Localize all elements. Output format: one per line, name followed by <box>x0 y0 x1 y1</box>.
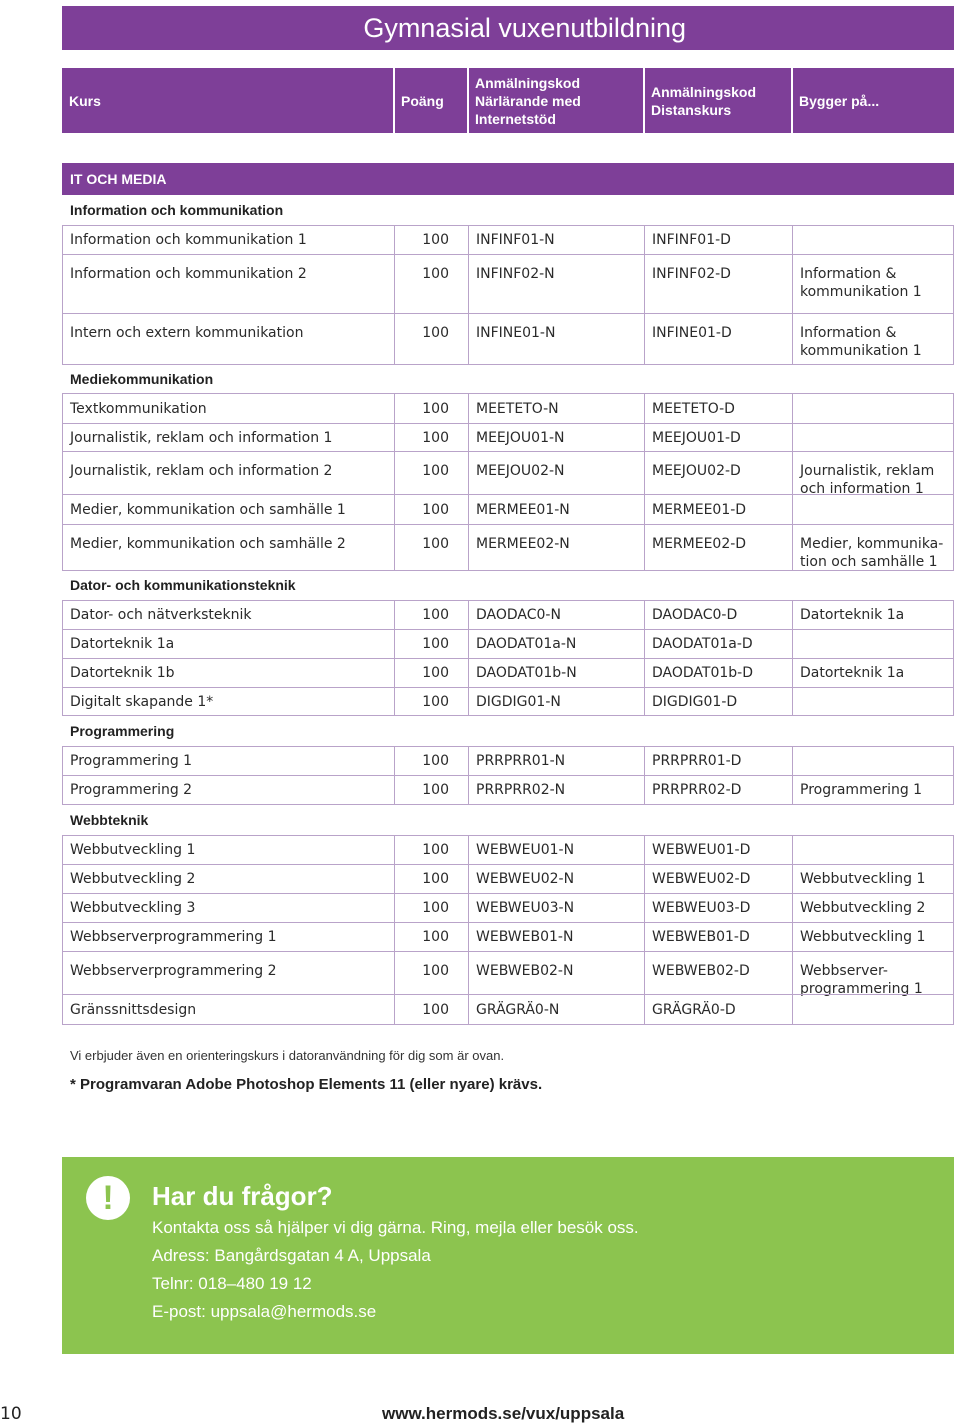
contact-line-1: Kontakta oss så hjälper vi dig gärna. Ring, mejla eller besök oss. <box>152 1218 639 1237</box>
code-natlarande: MERMEE01-N <box>476 501 570 518</box>
prerequisite: Medier, kommunika-tion och samhälle 1 <box>800 536 944 570</box>
code-natlarande: WEBWEU02-N <box>476 871 575 887</box>
page-title: Gymnasial vuxenutbildning <box>62 6 954 50</box>
page-number: 10 <box>0 1404 22 1424</box>
course-points: 100 <box>422 463 449 479</box>
course-name: Intern och extern kommunikation <box>70 325 304 341</box>
course-name: Programmering 1 <box>70 753 193 769</box>
prerequisite <box>793 394 955 423</box>
contact-email[interactable]: E-post: uppsala@hermods.se <box>152 1302 377 1321</box>
section-heading: Mediekommunikation <box>70 370 214 387</box>
footer-url[interactable]: www.hermods.se/vux/uppsala <box>382 1404 625 1423</box>
code-distans: WEBWEU03-D <box>652 900 751 916</box>
prerequisite <box>793 226 955 254</box>
table-row <box>62 746 954 776</box>
code-natlarande: INFINE01-N <box>476 325 556 341</box>
table-row <box>62 423 954 452</box>
code-distans: MERMEE01-D <box>652 501 747 518</box>
prerequisite: Journalistik, reklam och information 1 <box>800 463 935 497</box>
exclamation-icon: ! <box>86 1176 130 1220</box>
course-name: Datorteknik 1a <box>70 636 175 652</box>
code-natlarande: MEEJOU01-N <box>476 429 565 446</box>
course-points: 100 <box>422 607 449 623</box>
table-row <box>62 494 954 525</box>
code-distans: WEBWEU01-D <box>652 842 751 858</box>
code-natlarande: DAODAT01b-N <box>476 665 577 681</box>
code-distans: DAODAC0-D <box>652 607 738 623</box>
section-heading: Programmering <box>70 722 175 739</box>
code-distans: DAODAT01b-D <box>652 665 753 681</box>
course-points: 100 <box>422 266 449 282</box>
table-row <box>62 687 954 716</box>
contact-phone: Telnr: 018–480 19 12 <box>152 1274 312 1293</box>
code-distans: DAODAT01a-D <box>652 636 753 652</box>
section-heading: Webbteknik <box>70 811 149 828</box>
prerequisite: Information & kommunikation 1 <box>800 325 922 359</box>
course-name: Journalistik, reklam och information 1 <box>70 429 333 446</box>
table-row <box>62 835 954 865</box>
prerequisite <box>793 688 955 715</box>
table-row <box>62 951 954 995</box>
section-heading: Information och kommunikation <box>70 202 284 218</box>
course-points: 100 <box>422 501 449 518</box>
course-points: 100 <box>422 232 449 248</box>
code-distans: PRRPRR01-D <box>652 753 742 769</box>
code-natlarande: MERMEE02-N <box>476 536 570 552</box>
table-row <box>62 524 954 571</box>
prerequisite: Programmering 1 <box>800 782 923 798</box>
course-points: 100 <box>422 842 449 858</box>
code-distans: MEEJOU01-D <box>652 429 741 446</box>
course-name: Information och kommunikation 2 <box>70 266 307 282</box>
course-name: Webbutveckling 1 <box>70 842 196 858</box>
course-points: 100 <box>422 963 449 979</box>
code-natlarande: GRÄGRÄ0-N <box>476 1001 560 1018</box>
code-natlarande: PRRPRR01-N <box>476 753 566 769</box>
code-distans: PRRPRR02-D <box>652 782 742 798</box>
table-row <box>62 313 954 365</box>
code-distans: WEBWEB01-D <box>652 929 750 945</box>
code-distans: WEBWEU02-D <box>652 871 751 887</box>
code-distans: INFINF02-D <box>652 266 731 282</box>
course-name: Medier, kommunikation och samhälle 1 <box>70 501 346 518</box>
contact-title: Har du frågor? <box>152 1181 333 1211</box>
table-row <box>62 658 954 688</box>
course-points: 100 <box>422 753 449 769</box>
code-distans: MERMEE02-D <box>652 536 747 552</box>
code-natlarande: WEBWEB01-N <box>476 929 574 945</box>
table-row <box>62 451 954 495</box>
table-row <box>62 922 954 952</box>
course-points: 100 <box>422 871 449 887</box>
course-points: 100 <box>422 400 449 417</box>
prerequisite <box>793 747 955 775</box>
prerequisite <box>793 495 955 524</box>
course-points: 100 <box>422 782 449 798</box>
code-natlarande: INFINF01-N <box>476 232 555 248</box>
table-row <box>62 864 954 894</box>
prerequisite: Webbserver-programmering 1 <box>800 963 923 997</box>
table-row <box>62 254 954 314</box>
code-natlarande: MEETETO-N <box>476 400 559 417</box>
prerequisite <box>793 424 955 451</box>
course-name: Webbserverprogrammering 1 <box>70 929 277 945</box>
table-row <box>62 225 954 255</box>
course-name: Webbserverprogrammering 2 <box>70 963 277 979</box>
prerequisite <box>793 836 955 864</box>
code-natlarande: WEBWEB02-N <box>476 963 574 979</box>
code-distans: GRÄGRÄ0-D <box>652 1001 736 1018</box>
table-row <box>62 629 954 659</box>
code-natlarande: WEBWEU03-N <box>476 900 575 916</box>
header-kurs: Kurs <box>69 92 101 109</box>
code-distans: DIGDIG01-D <box>652 693 738 710</box>
course-name: Textkommunikation <box>70 400 207 417</box>
header-bygger: Bygger på... <box>799 92 880 109</box>
course-points: 100 <box>422 929 449 945</box>
table-row <box>62 393 954 424</box>
prerequisite: Webbutveckling 1 <box>800 871 926 887</box>
prerequisite: Datorteknik 1a <box>800 607 905 623</box>
prerequisite: Information & kommunikation 1 <box>800 266 922 300</box>
course-name: Gränssnittsdesign <box>70 1001 197 1018</box>
course-name: Programmering 2 <box>70 782 193 798</box>
table-header <box>62 68 954 133</box>
code-natlarande: MEEJOU02-N <box>476 463 565 479</box>
software-note: * Programvaran Adobe Photoshop Elements 11 (eller nyare) krävs. <box>70 1076 543 1093</box>
table-row <box>62 775 954 805</box>
course-points: 100 <box>422 693 449 710</box>
code-natlarande: PRRPRR02-N <box>476 782 566 798</box>
prerequisite: Webbutveckling 2 <box>800 900 926 916</box>
code-distans: INFINF01-D <box>652 232 731 248</box>
table-row <box>62 994 954 1025</box>
prerequisite <box>793 995 955 1024</box>
header-kod-natlarande: Anmälningskod Närlärande med Internetstöd <box>475 74 581 127</box>
course-points: 100 <box>422 665 449 681</box>
course-name: Dator- och nätverksteknik <box>70 607 252 623</box>
course-points: 100 <box>422 536 449 552</box>
table-row <box>62 893 954 923</box>
course-name: Journalistik, reklam och information 2 <box>70 463 333 479</box>
contact-address: Adress: Bangårdsgatan 4 A, Uppsala <box>152 1246 431 1265</box>
code-distans: MEETETO-D <box>652 400 735 417</box>
header-kod-distans: Anmälningskod Distanskurs <box>651 83 757 118</box>
contact-box <box>62 1157 954 1354</box>
code-distans: WEBWEB02-D <box>652 963 750 979</box>
course-points: 100 <box>422 325 449 341</box>
course-name: Medier, kommunikation och samhälle 2 <box>70 536 346 552</box>
course-name: Datorteknik 1b <box>70 665 175 681</box>
header-poang: Poäng <box>401 92 444 109</box>
section-heading: Dator- och kommunikationsteknik <box>70 577 296 593</box>
prerequisite <box>793 630 955 658</box>
course-points: 100 <box>422 900 449 916</box>
course-name: Webbutveckling 2 <box>70 871 196 887</box>
prerequisite: Datorteknik 1a <box>800 665 905 681</box>
code-natlarande: DAODAC0-N <box>476 607 561 623</box>
code-distans: MEEJOU02-D <box>652 463 741 479</box>
course-name: Digitalt skapande 1* <box>70 693 214 710</box>
table-row <box>62 600 954 630</box>
course-points: 100 <box>422 429 449 446</box>
prerequisite: Webbutveckling 1 <box>800 929 926 945</box>
course-name: Information och kommunikation 1 <box>70 232 307 248</box>
category-heading: IT OCH MEDIA <box>62 163 954 195</box>
code-natlarande: INFINF02-N <box>476 266 555 282</box>
orientation-note: Vi erbjuder även en orienteringskurs i datoranvändning för dig som är ovan. <box>70 1048 505 1063</box>
course-name: Webbutveckling 3 <box>70 900 196 916</box>
code-distans: INFINE01-D <box>652 325 732 341</box>
code-natlarande: DAODAT01a-N <box>476 636 577 652</box>
code-natlarande: WEBWEU01-N <box>476 842 575 858</box>
course-points: 100 <box>422 636 449 652</box>
code-natlarande: DIGDIG01-N <box>476 693 561 710</box>
course-points: 100 <box>422 1001 449 1018</box>
